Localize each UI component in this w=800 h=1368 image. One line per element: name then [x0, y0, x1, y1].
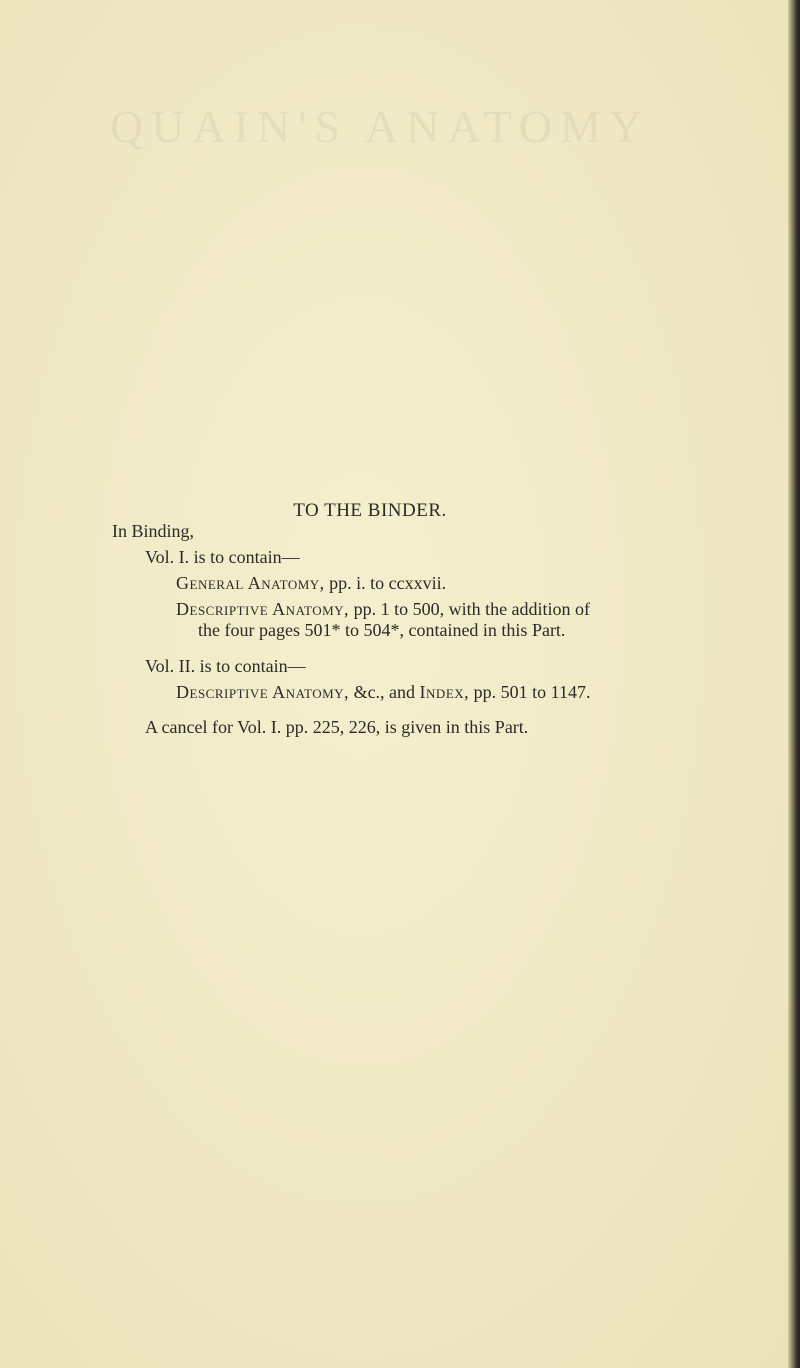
vol1-label: Vol. I. is to contain—	[145, 547, 300, 567]
cancel-note: A cancel for Vol. I. pp. 225, 226, is given in this Part.	[145, 717, 529, 737]
vol2-entry	[176, 681, 591, 703]
vol2-middle-text: &c., and	[353, 682, 416, 702]
general-anatomy-pages: pp. i. to ccxxvii.	[329, 573, 447, 593]
vol2-descriptive-anatomy-title: Descriptive Anatomy,	[176, 682, 350, 702]
bleed-through-text: QUAIN'S ANATOMY	[110, 101, 651, 152]
vol1-entry-descriptive-anatomy	[176, 598, 590, 620]
descriptive-anatomy-text-line1: pp. 1 to 500, with the addition of	[353, 599, 591, 619]
vol2-index-title: Index,	[419, 682, 470, 702]
intro-line: In Binding,	[112, 521, 195, 541]
vol2-label: Vol. II. is to contain—	[145, 656, 306, 676]
vol2-pages: pp. 501 to 1147.	[473, 682, 591, 702]
binding-edge	[788, 0, 800, 1368]
descriptive-anatomy-title: Descriptive Anatomy,	[176, 599, 350, 619]
page-heading: TO THE BINDER.	[293, 500, 447, 521]
descriptive-anatomy-text-line2: the four pages 501* to 504*, contained in this Part.	[198, 620, 566, 640]
vol1-entry-general-anatomy	[176, 572, 446, 594]
general-anatomy-title: General Anatomy,	[176, 573, 325, 593]
